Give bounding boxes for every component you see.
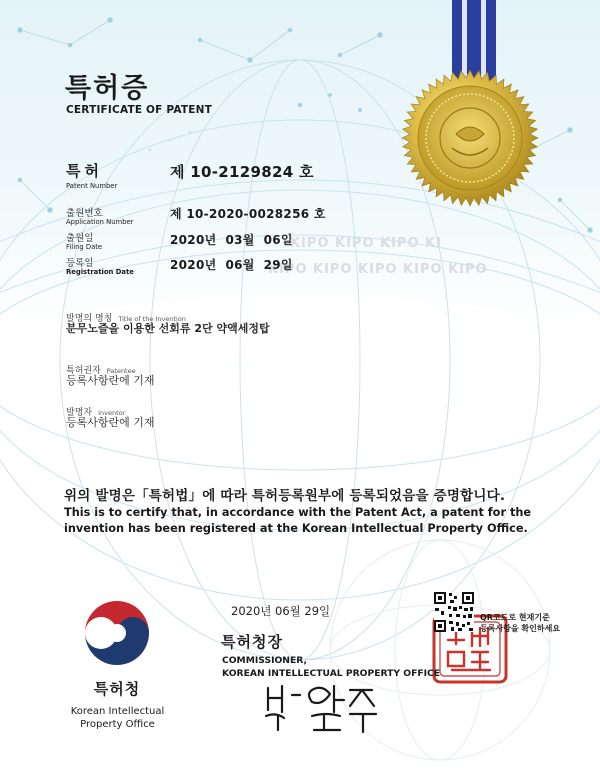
- commissioner-title-ko: 특허청장: [221, 633, 283, 651]
- commissioner-title-en: [222, 654, 440, 680]
- filing-date-label: 출원일: [66, 233, 94, 244]
- qr-instruction: [480, 612, 560, 634]
- issue-date: 2020년 06월 29일: [231, 604, 331, 618]
- watermark-line-2: KIPO KIPO KIPO KIPO KIPO: [268, 262, 488, 277]
- patentee-label-en: Patentee: [106, 367, 136, 375]
- application-number-value: 제 10-2020-0028256 호: [170, 207, 326, 221]
- qr-instruction-line2: 등록사항을 확인하세요: [480, 624, 561, 633]
- office-name-en: Korean Intellectual Property Office: [70, 706, 165, 730]
- inventor-label-en: Inventor: [98, 409, 126, 417]
- application-number-label-en: Application Number: [66, 218, 134, 226]
- patent-number-value: 제 10-2129824 호: [170, 163, 314, 181]
- qr-instruction-line1: QR코드로 현재기준: [480, 613, 550, 622]
- invention-label-en: Title of the Invention: [118, 315, 186, 323]
- filing-date-label-en: Filing Date: [66, 243, 103, 251]
- inventor-label: 발명자: [66, 408, 93, 418]
- certification-statement-en: This is to certify that, in accordance with the Patent Act, a patent for the invention has been registered at the Korean Intellectual Property Office.: [64, 506, 532, 535]
- certificate-title: 특허증: [65, 73, 150, 104]
- certificate-subtitle: CERTIFICATE OF PATENT: [66, 104, 212, 116]
- commissioner-title-en-line1: COMMISSIONER,: [222, 655, 308, 666]
- registration-date-label: 등록일: [66, 258, 94, 269]
- qr-code: [434, 592, 474, 632]
- invention-label: 발명의 명칭: [66, 314, 113, 324]
- invention-title: 분무노즐을 이용한 선회류 2단 약액세정탑: [66, 322, 270, 335]
- patent-number-label: 특허: [66, 162, 103, 180]
- application-number-label: 출원번호: [66, 208, 103, 219]
- certification-statement-ko: 위의 발명은「특허법」에 따라 특허등록원부에 등록되었음을 증명합니다.: [64, 488, 506, 504]
- filing-date-value: 2020년 03월 06일: [170, 233, 293, 247]
- patentee-value: 등록사항란에 기재: [66, 374, 155, 387]
- registration-date-label-en: Registration Date: [66, 268, 134, 276]
- inventor-value: 등록사항란에 기재: [66, 416, 155, 429]
- office-name-ko: 특허청: [93, 680, 141, 698]
- patentee-label: 특허권자: [66, 366, 101, 376]
- watermark-line-1: KIPO KIPO KIPO KI: [290, 236, 442, 251]
- commissioner-title-en-line2: KOREAN INTELLECTUAL PROPERTY OFFICE: [222, 668, 441, 679]
- patent-number-label-en: Patent Number: [66, 182, 118, 190]
- registration-date-value: 2020년 06월 29일: [170, 258, 293, 272]
